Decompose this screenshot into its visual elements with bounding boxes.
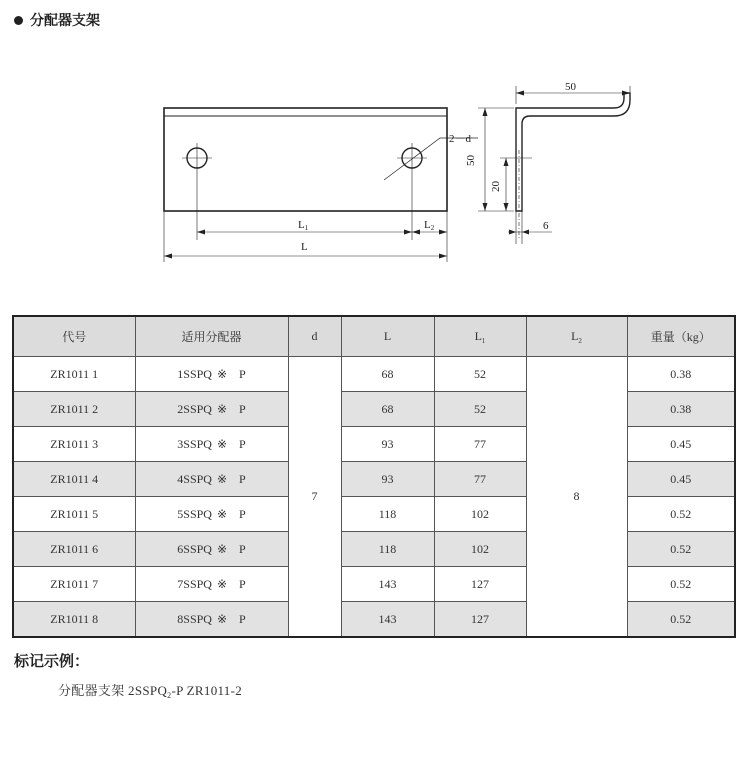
table-row bbox=[13, 427, 735, 462]
table-row bbox=[13, 567, 735, 602]
l2-label: L2 bbox=[424, 219, 435, 232]
cell-weight: 0.45 bbox=[627, 462, 735, 497]
table-row bbox=[13, 392, 735, 427]
cell-model: 1SSPQ ※ P bbox=[135, 357, 288, 392]
cell-l: 93 bbox=[341, 427, 434, 462]
cell-code: ZR1011 6 bbox=[13, 532, 135, 567]
hole-callout: 2－d bbox=[449, 133, 471, 145]
cell-code: ZR1011 5 bbox=[13, 497, 135, 532]
side-height-label: 50 bbox=[465, 155, 477, 166]
cell-weight: 0.45 bbox=[627, 427, 735, 462]
table-row bbox=[13, 532, 735, 567]
cell-l2: 8 bbox=[526, 357, 627, 638]
cell-l: 143 bbox=[341, 602, 434, 638]
cell-weight: 0.52 bbox=[627, 497, 735, 532]
cell-l1: 77 bbox=[434, 462, 526, 497]
cell-model: 3SSPQ ※ P bbox=[135, 427, 288, 462]
cell-weight: 0.38 bbox=[627, 357, 735, 392]
table-row bbox=[13, 602, 735, 638]
cell-l: 143 bbox=[341, 567, 434, 602]
cell-weight: 0.52 bbox=[627, 602, 735, 638]
cell-model: 5SSPQ ※ P bbox=[135, 497, 288, 532]
header-l2: $L_2$ bbox=[526, 316, 627, 357]
cell-code: ZR1011 2 bbox=[13, 392, 135, 427]
cell-weight: 0.38 bbox=[627, 392, 735, 427]
cell-weight: 0.52 bbox=[627, 532, 735, 567]
cell-model: 4SSPQ ※ P bbox=[135, 462, 288, 497]
cell-l1: 52 bbox=[434, 392, 526, 427]
cell-model: 8SSPQ ※ P bbox=[135, 602, 288, 638]
cell-l1: 102 bbox=[434, 497, 526, 532]
header-model: 适用分配器 bbox=[135, 316, 288, 357]
cell-code: ZR1011 1 bbox=[13, 357, 135, 392]
arrowheads bbox=[483, 91, 631, 235]
header-d: d bbox=[288, 316, 341, 357]
angle-profile bbox=[516, 93, 630, 211]
header-weight: 重量（kg） bbox=[627, 316, 735, 357]
side-thickness-label: 6 bbox=[543, 220, 549, 232]
cell-l: 93 bbox=[341, 462, 434, 497]
cell-code: ZR1011 8 bbox=[13, 602, 135, 638]
cell-l1: 127 bbox=[434, 567, 526, 602]
cell-model: 2SSPQ ※ P bbox=[135, 392, 288, 427]
cell-code: ZR1011 7 bbox=[13, 567, 135, 602]
cell-l1: 102 bbox=[434, 532, 526, 567]
cell-code: ZR1011 3 bbox=[13, 427, 135, 462]
cell-code: ZR1011 4 bbox=[13, 462, 135, 497]
table-row bbox=[13, 497, 735, 532]
side-hole-height-label: 20 bbox=[490, 181, 502, 192]
front-view bbox=[164, 108, 478, 262]
cell-d: 7 bbox=[288, 357, 341, 638]
cell-l1: 127 bbox=[434, 602, 526, 638]
cell-model: 7SSPQ ※ P bbox=[135, 567, 288, 602]
cell-l1: 77 bbox=[434, 427, 526, 462]
table-row bbox=[13, 357, 735, 392]
side-width-label: 50 bbox=[565, 81, 576, 93]
cell-weight: 0.52 bbox=[627, 567, 735, 602]
example-text: 分配器支架 $2SSPQ_2-P$ ZR1011-2 bbox=[58, 683, 243, 700]
header-l1: $L_1$ bbox=[434, 316, 526, 357]
cell-model: 6SSPQ ※ P bbox=[135, 532, 288, 567]
cell-l: 118 bbox=[341, 532, 434, 567]
specification-table bbox=[12, 315, 736, 638]
l-label: L bbox=[301, 241, 308, 253]
table-header-row bbox=[13, 316, 735, 357]
side-view bbox=[478, 86, 630, 244]
header-code: 代号 bbox=[13, 316, 135, 357]
section-title: 分配器支架 bbox=[30, 13, 100, 29]
example-heading: 标记示例： bbox=[14, 652, 90, 670]
cell-l1: 52 bbox=[434, 357, 526, 392]
header-l: L bbox=[341, 316, 434, 357]
cell-l: 118 bbox=[341, 497, 434, 532]
bracket-drawing bbox=[0, 0, 750, 300]
l1-label: L1 bbox=[298, 219, 309, 232]
cell-l: 68 bbox=[341, 357, 434, 392]
cell-l: 68 bbox=[341, 392, 434, 427]
table-row bbox=[13, 462, 735, 497]
